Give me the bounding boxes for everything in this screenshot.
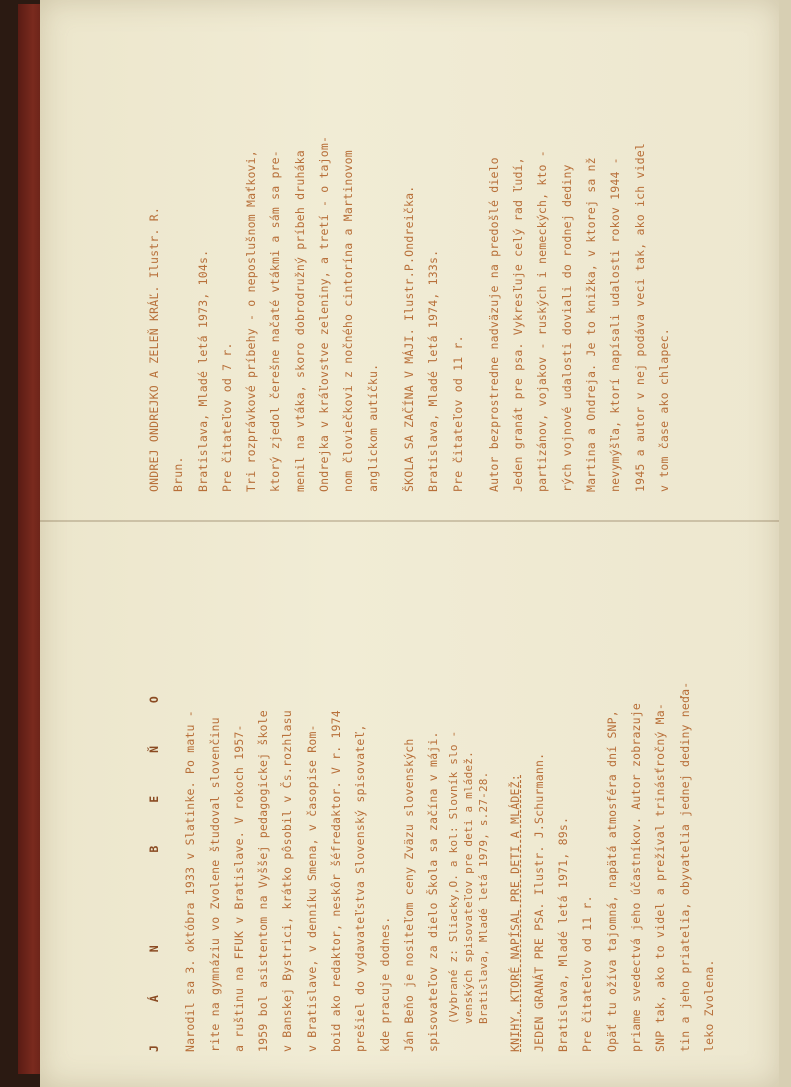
book3-desc-5: Martina a Ondreja. Je to knižka, v ktorej sa nž	[584, 157, 599, 492]
book2-desc-1: Tri rozprávkové príbehy - o neposlušnom Maťkovi,	[244, 150, 259, 492]
book3-desc-6: nevymýšľa, ktorí napísali udalosti rokov 1944 -	[608, 157, 623, 492]
source-line-2: venských spisovateľov pre deti a mládež.	[461, 751, 475, 1024]
bio-line-3: a ruštinu na FFUK v Bratislave. V rokoch 1957-	[231, 724, 246, 1052]
book1-desc-4: tin a jeho priatelia, obyvatelia jednej dediny neďa-	[677, 681, 692, 1052]
book1-desc-2: priame svedectvá jeho účastníkov. Autor zobrazuje	[629, 702, 644, 1052]
book2-line-4: Pre čitateľov od 7 r.	[219, 342, 234, 492]
book2-line-1: ONDREJ ONDREJKO A ZELEŇ KRÁĽ. Ilustr. R.	[147, 207, 161, 492]
book1-desc-5: leko Zvolena.	[701, 959, 716, 1052]
bio-line-11: spisovateľov za dielo Škola sa začína v máji.	[426, 731, 441, 1052]
bio-line-4: 1959 bol asistentom na Vyššej pedagogickej škole	[256, 710, 271, 1052]
right-column	[142, 20, 676, 492]
left-column	[142, 560, 721, 1052]
book2-line-3: Bratislava, Mladé letá 1973, 104s.	[195, 249, 210, 492]
book1-line-1: JEDEN GRANÁT PRE PSA. Ilustr. J.Schurmann.	[531, 752, 546, 1052]
bio-line-8: prešiel do vydavateľstva Slovenský spisovateľ,	[353, 724, 368, 1052]
bio-line-6: v Bratislave, v denníku Smena, v časopise Rom-	[304, 724, 319, 1052]
book3-line-3: Pre čitateľov od 11 r.	[450, 335, 465, 492]
bio-line-9: kde pracuje dodnes.	[377, 916, 392, 1052]
book3-desc-8: v tom čase ako chlapec.	[656, 328, 671, 492]
book1-desc-1: Opäť tu ožíva tajomná, napätá atmosféra dní SNP,	[604, 710, 619, 1052]
book2-line-2: Brun.	[171, 456, 186, 492]
book1-line-2: Bratislava, Mladé letá 1971, 89s.	[556, 816, 571, 1052]
book3-line-2: Bratislava, Mladé letá 1974, 133s.	[426, 249, 441, 492]
bio-line-7: boid ako redaktor, neskôr šéfredaktor. V r. 1974	[329, 710, 344, 1052]
book2-desc-5: nom človiečkovi z nočného cintorína a Martinovom	[341, 150, 356, 492]
source-line-1: (Vybrané z: Sliacky,O. a kol: Slovník slo -	[446, 730, 460, 1024]
book3-desc-1: Autor bezprostredne nadväzuje na predošlé dielo	[486, 157, 501, 492]
book3-desc-7: 1945 a autor v nej podáva veci tak, ako ich videl	[632, 142, 647, 492]
book2-desc-4: Ondrejka v kráľovstve zeleniny, a tretí - o tajom-	[317, 135, 332, 492]
page-right-edge	[779, 0, 791, 1087]
book2-desc-6: anglickom autíčku.	[365, 363, 380, 492]
page-fold	[40, 520, 780, 522]
source-line-3: Bratislava, Mladé letá 1979, s.27-28.	[476, 771, 490, 1024]
book1-line-3: Pre čitateľov od 11 r.	[580, 895, 595, 1052]
book3-desc-2: Jeden granát pre psa. Vykresľuje celý rad ľudí,	[511, 157, 526, 492]
book2-desc-3: menil na vtáka, skoro dobrodružný príbeh druháka	[292, 150, 307, 492]
author-title: J Á N B E Ň O	[147, 678, 161, 1052]
book3-desc-3: partizánov, vojakov - ruských i nemeckých, kto -	[535, 150, 550, 492]
bio-line-10: Ján Beňo je nositeľom ceny Zväzu slovenských	[401, 738, 416, 1052]
bio-line-2: rite na gymnáziu vo Zvolene študoval slovenčinu	[207, 717, 222, 1052]
book3-line-1: ŠKOLA SA ZAČÍNA V MÁJI. Ilustr.P.Ondreička.	[401, 185, 416, 492]
books-section-heading: KNIHY, KTORÉ NAPÍSAL PRE DETI A MLÁDEŽ:	[507, 774, 522, 1052]
bio-line-1: Narodil sa 3. októbra 1933 v Slatinke. Po matu -	[183, 710, 198, 1052]
book3-desc-4: rých vojnové udalosti doviali do rodnej dediny	[559, 164, 574, 492]
book2-desc-2: ktorý zjedol čerešne načaté vtákmi a sám sa pre-	[268, 150, 283, 492]
book1-desc-3: SNP tak, ako to videl a prežíval trinásťročný Ma-	[653, 702, 668, 1052]
bio-line-5: v Banskej Bystrici, krátko pôsobil v Čs.rozhlasu	[280, 710, 295, 1052]
